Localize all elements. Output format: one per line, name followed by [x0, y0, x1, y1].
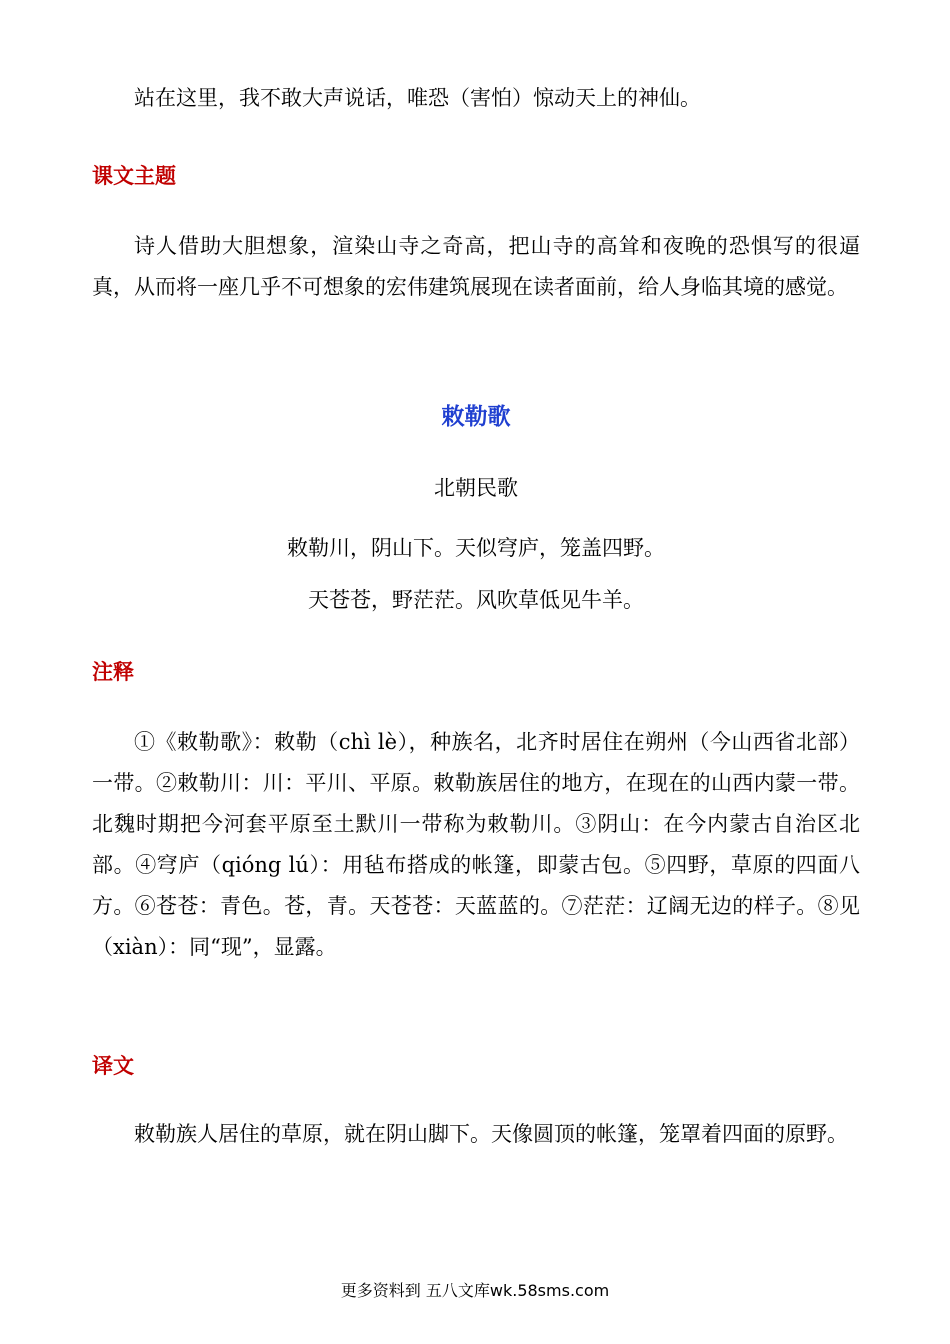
notes-heading: 注释 — [92, 660, 134, 684]
theme-heading: 课文主题 — [92, 164, 176, 188]
poem-line: 天苍苍，野茫茫。风吹草低见牛羊。 — [308, 588, 644, 612]
notes-paragraph: ①《敕勒歌》：敕勒（chì lè），种族名，北齐时居住在朔州（今山西省北部）一带。②敕勒川：川：平川、平原。敕勒族居住的地方，在现在的山西内蒙一带。北魏时期把今河套平原至土默川一带称为敕勒川。③阴山：在今内蒙古自治区北部。④穹庐（qióng lú）：用毡布搭成的帐篷，即蒙古包。⑤四野，草原的四面八方。⑥苍苍：青色。苍，青。天苍苍：天蓝蓝的。⑦茫茫：辽阔无边的样子。⑧见（xiàn）：同“现”，显露。 — [92, 730, 860, 959]
translation-paragraph: 敕勒族人居住的草原，就在阴山脚下。天像圆顶的帐篷，笼罩着四面的原野。 — [134, 1122, 848, 1146]
translation-heading: 译文 — [92, 1054, 134, 1078]
poem-author: 北朝民歌 — [434, 476, 518, 500]
poem-line: 敕勒川，阴山下。天似穹庐，笼盖四野。 — [287, 536, 665, 560]
poem-title: 敕勒歌 — [441, 404, 511, 430]
footer-link[interactable]: 更多资料到 五八文库wk.58sms.com — [340, 1281, 610, 1300]
theme-paragraph: 诗人借助大胆想象，渲染山寺之奇高，把山寺的高耸和夜晚的恐惧写的很逼真，从而将一座几乎不可想象的宏伟建筑展现在读者面前，给人身临其境的感觉。 — [92, 234, 860, 299]
continuation-paragraph: 站在这里，我不敢大声说话，唯恐（害怕）惊动天上的神仙。 — [134, 86, 701, 110]
